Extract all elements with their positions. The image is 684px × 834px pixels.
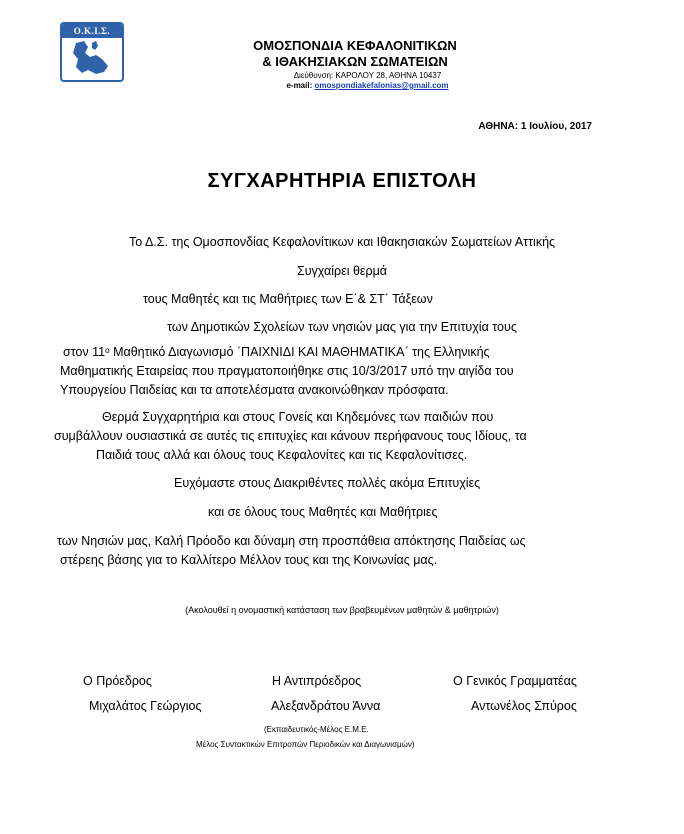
secretary-title: Ο Γενικός Γραμματέας — [453, 674, 577, 688]
logo-text: Ο.Κ.Ι.Σ. — [62, 24, 122, 38]
email-label: e-mail: — [286, 81, 315, 90]
body-line-2: Συγχαίρει θερμά — [296, 264, 388, 278]
email-link[interactable]: omospondiakefalonias@gmail.com — [314, 81, 449, 90]
email-line — [260, 81, 475, 90]
body-line-10: Παιδιά τους αλλά και όλους τους Κεφαλονίτες και τις Κεφαλονίτισες. — [96, 448, 468, 462]
vice-president-note-2: Μέλος Συντακτικών Επιτροπών Περιοδικών και Διαγωνισμών) — [196, 740, 415, 749]
body-line-5 — [63, 343, 490, 362]
body-line-14: στέρεης βάσης για το Καλλίτερο Μέλλον τους και της Κοινωνίας μας. — [60, 553, 438, 567]
body-line-9: συμβάλλουν ουσιαστικά σε αυτές τις επιτυχίες και κάνουν περήφανους τους Ιδίους, τα — [54, 429, 527, 443]
president-title: Ο Πρόεδρος — [83, 674, 152, 688]
president-name: Μιχαλάτος Γεώργιος — [89, 699, 202, 713]
body-line-7: Υπουργείου Παιδείας και τα αποτελέσματα ανακοινώθηκαν πρόσφατα. — [60, 383, 449, 397]
island-map-icon — [68, 39, 114, 77]
address: Διεύθυνση: ΚΑΡΟΛΟΥ 28, ΑΘΗΝΑ 10437 — [293, 71, 442, 80]
body-line-3: τους Μαθητές και τις Μαθήτριες των Ε΄& ΣΤ΄ Τάξεων — [143, 292, 433, 306]
letter-date: ΑΘΗΝΑ: 1 Ιουλίου, 2017 — [478, 121, 592, 132]
body-line-8: Θερμά Συγχαρητήρια και στους Γονείς και Κηδεμόνες των παιδιών που — [102, 410, 494, 424]
org-name-line1: ΟΜΟΣΠΟΝΔΙΑ ΚΕΦΑΛΟΝΙΤΙΚΩΝ — [253, 38, 457, 53]
org-name-line2: & ΙΘΑΚΗΣΙΑΚΩΝ ΣΩΜΑΤΕΙΩΝ — [262, 54, 448, 69]
body-line-13: των Νησιών μας, Καλή Πρόοδο και δύναμη στη προσπάθεια απόκτησης Παιδείας ως — [57, 534, 526, 548]
body-line-5-pre: στον 11 — [63, 345, 106, 359]
vice-president-note-1: (Εκπαιδευτικός-Μέλος Ε.Μ.Ε. — [264, 725, 369, 734]
attachment-note: (Ακολουθεί η ονομαστική κατάσταση των βραβευμένων μαθητών & μαθητριών) — [185, 605, 499, 615]
letter-title: ΣΥΓΧΑΡΗΤΗΡΙΑ ΕΠΙΣΤΟΛΗ — [207, 170, 477, 192]
organization-logo — [60, 22, 124, 82]
body-line-5-post: Μαθητικό Διαγωνισμό ΄ΠΑΙΧΝΙΔΙ ΚΑΙ ΜΑΘΗΜΑΤΙΚΑ΄ της Ελληνικής — [109, 345, 490, 359]
vice-president-title: Η Αντιπρόεδρος — [272, 674, 362, 688]
vice-president-name: Αλεξανδράτου Άννα — [271, 699, 381, 713]
body-line-11: Ευχόμαστε στους Διακριθέντες πολλές ακόμα Επιτυχίες — [174, 476, 481, 490]
secretary-name: Αντωνέλος Σπύρος — [471, 699, 577, 713]
body-line-1: Το Δ.Σ. της Ομοσπονδίας Κεφαλονίτικων και Ιθακησιακών Σωματείων Αττικής — [128, 235, 556, 249]
body-line-6: Μαθηματικής Εταιρείας που πραγματοποιήθηκε στις 10/3/2017 υπό την αιγίδα του — [60, 364, 514, 378]
body-line-12: και σε όλους τους Μαθητές και Μαθήτριες — [208, 505, 438, 519]
body-line-5-sup: ο — [105, 346, 110, 355]
body-line-4: των Δημοτικών Σχολείων των νησιών μας για την Επιτυχία τους — [167, 320, 517, 334]
